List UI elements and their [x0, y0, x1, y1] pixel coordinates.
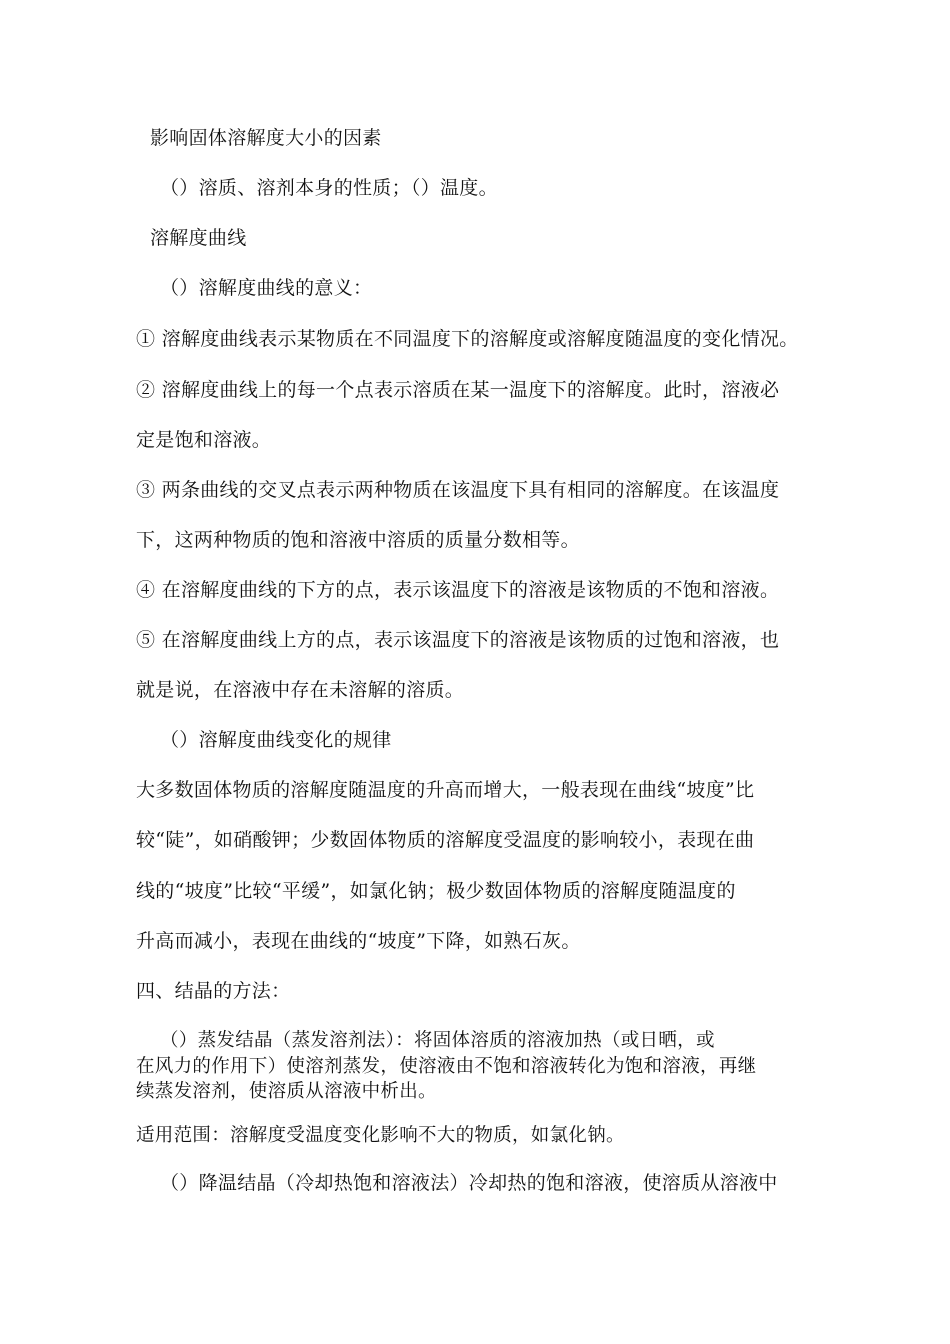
evaporation-line-2: 在风力的作用下）使溶剂蒸发，使溶液由不饱和溶液转化为饱和溶液，再继	[136, 1056, 757, 1077]
cooling-line-1: （）降温结晶（冷却热饱和溶液法）冷却热的饱和溶液，使溶质从溶液中	[160, 1172, 778, 1194]
section-title-factors: 影响固体溶解度大小的因素	[150, 127, 382, 149]
rule-line-3: 线的“坡度”比较“平缓”，如氯化钠；极少数固体物质的溶解度随温度的	[136, 880, 736, 902]
curve-rule-heading: （）溶解度曲线变化的规律	[160, 729, 392, 751]
meaning-point-5: ⑤ 在溶解度曲线上方的点，表示该温度下的溶液是该物质的过饱和溶液，也	[136, 629, 780, 651]
meaning-point-1: ① 溶解度曲线表示某物质在不同温度下的溶解度或溶解度随温度的变化情况。	[136, 328, 799, 350]
section-title-crystallization: 四、结晶的方法：	[136, 980, 291, 1002]
rule-line-2: 较“陡”，如硝酸钾；少数固体物质的溶解度受温度的影响较小，表现在曲	[136, 829, 755, 851]
meaning-point-3: ③ 两条曲线的交叉点表示两种物质在该温度下具有相同的溶解度。在该温度	[136, 479, 780, 501]
meaning-point-2-cont: 定是饱和溶液。	[136, 429, 272, 451]
meaning-point-2: ② 溶解度曲线上的每一个点表示溶质在某一温度下的溶解度。此时，溶液必	[136, 379, 780, 401]
rule-line-4: 升高而减小，表现在曲线的“坡度”下降，如熟石灰。	[136, 930, 581, 952]
factors-item: （）溶质、溶剂本身的性质；（）温度。	[160, 177, 498, 199]
meaning-point-3-cont: 下，这两种物质的饱和溶液中溶质的质量分数相等。	[136, 529, 580, 551]
curve-meaning-heading: （）溶解度曲线的意义：	[160, 277, 373, 299]
evaporation-line-3: 续蒸发溶剂，使溶质从溶液中析出。	[136, 1081, 437, 1102]
evaporation-scope: 适用范围：溶解度受温度变化影响不大的物质，如氯化钠。	[136, 1125, 625, 1146]
evaporation-line-1: （）蒸发结晶（蒸发溶剂法）：将固体溶质的溶液加热（或日晒，或	[160, 1030, 715, 1051]
meaning-point-4: ④ 在溶解度曲线的下方的点，表示该温度下的溶液是该物质的不饱和溶液。	[136, 579, 780, 601]
rule-line-1: 大多数固体物质的溶解度随温度的升高而增大，一般表现在曲线“坡度”比	[136, 779, 755, 801]
meaning-point-5-cont: 就是说，在溶液中存在未溶解的溶质。	[136, 679, 465, 701]
section-title-curve: 溶解度曲线	[150, 227, 247, 249]
